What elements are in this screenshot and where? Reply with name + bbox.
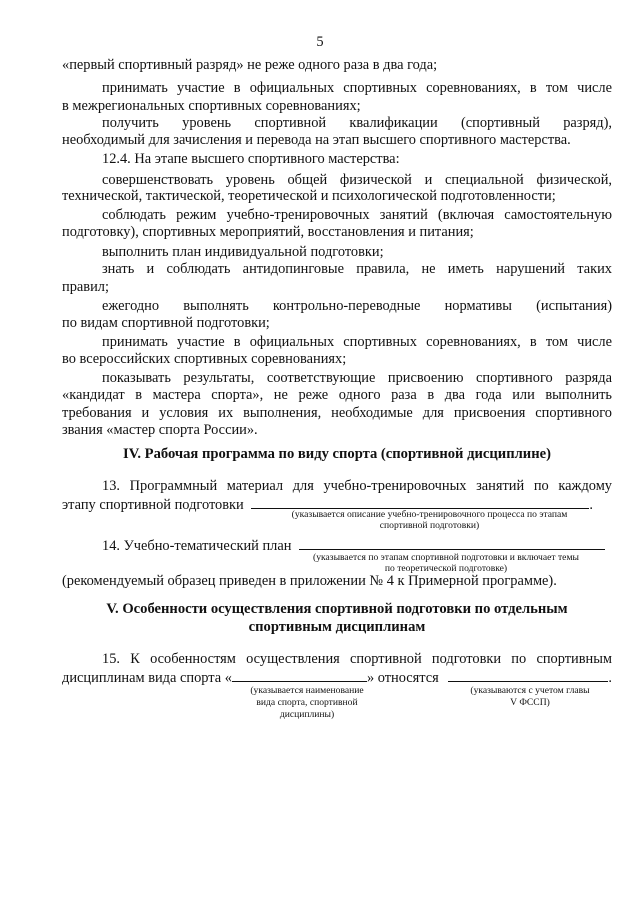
page-number: 5 [316, 34, 324, 50]
blank-field [448, 669, 608, 682]
text-line: требования и условия их выполнения, необходимые для присвоения спортивного [62, 405, 612, 421]
text-line: выполнить план индивидуальной подготовки; [102, 244, 384, 260]
blank-field [299, 537, 605, 550]
paragraph-14-text: 14. Учебно-тематический план [102, 538, 292, 554]
paragraph-14-line: (рекомендуемый образец приведен в приложении № 4 к Примерной программе). [62, 573, 557, 589]
text-line: в межрегиональных спортивных соревнованиях; [62, 98, 361, 114]
paragraph-13-line: 13. Программный материал для учебно-тренировочных занятий по каждому [102, 478, 612, 494]
text-line: технической, тактической, теоретической и психологической подготовленности; [62, 188, 556, 204]
field-hint: (указывается наименование [250, 685, 364, 696]
text-line: ежегодно выполнять контрольно-переводные нормативы (испытания) [102, 298, 612, 314]
period: . [608, 670, 612, 686]
field-hint: вида спорта, спортивной [256, 697, 358, 708]
text-line: соблюдать режим учебно-тренировочных занятий (включая самостоятельную [102, 207, 612, 223]
text-line: знать и соблюдать антидопинговые правила, не иметь нарушений таких [102, 261, 612, 277]
section-v-heading: V. Особенности осуществления спортивной подготовки по отдельным [106, 601, 568, 617]
text-line: принимать участие в официальных спортивных соревнованиях, в том числе [102, 80, 612, 96]
text-line: принимать участие в официальных спортивных соревнованиях, в том числе [102, 334, 612, 350]
text-line: правил; [62, 279, 109, 295]
field-hint: V ФССП) [510, 697, 550, 708]
section-v-heading: спортивным дисциплинам [248, 619, 426, 635]
paragraph-15-line [62, 669, 612, 686]
text-line: совершенствовать уровень общей физической и специальной физической, [102, 172, 612, 188]
paragraph-15-line: 15. К особенностям осуществления спортивной подготовки по спортивным [102, 651, 612, 667]
paragraph-15-text: » относятся [366, 670, 439, 686]
blank-field [251, 496, 589, 509]
blank-field [232, 669, 367, 682]
text-line: показывать результаты, соответствующие присвоению спортивного разряда [102, 370, 612, 386]
section-iv-heading: IV. Рабочая программа по виду спорта (спортивной дисциплине) [123, 446, 551, 462]
paragraph-15-text: дисциплинам вида спорта « [62, 670, 232, 686]
text-line: получить уровень спортивной квалификации (спортивный разряд), [102, 115, 612, 131]
paragraph-12-4: 12.4. На этапе высшего спортивного мастерства: [102, 151, 400, 167]
field-hint: дисциплины) [279, 709, 335, 720]
field-hint: по теоретической подготовке) [384, 563, 508, 574]
field-hint: (указывается по этапам спортивной подготовки и включает темы [313, 552, 579, 563]
text-line: подготовку), спортивных мероприятий, восстановления и питания; [62, 224, 474, 240]
text-line: необходимый для зачисления и перевода на этап высшего спортивного мастерства. [62, 132, 571, 148]
text-line: звания «мастер спорта России». [62, 422, 258, 438]
text-line: «кандидат в мастера спорта», не реже одного раза в два года или выполнить [62, 387, 612, 403]
field-hint: (указываются с учетом главы [470, 685, 590, 696]
paragraph-13-text: этапу спортивной подготовки [62, 497, 244, 513]
period: . [589, 497, 593, 513]
text-line: во всероссийских спортивных соревнованиях; [62, 351, 347, 367]
text-line: «первый спортивный разряд» не реже одного раза в два года; [62, 57, 438, 73]
text-line: по видам спортивной подготовки; [62, 315, 270, 331]
field-hint: (указывается описание учебно-тренировочного процесса по этапам [291, 509, 568, 520]
field-hint: спортивной подготовки) [379, 520, 480, 531]
